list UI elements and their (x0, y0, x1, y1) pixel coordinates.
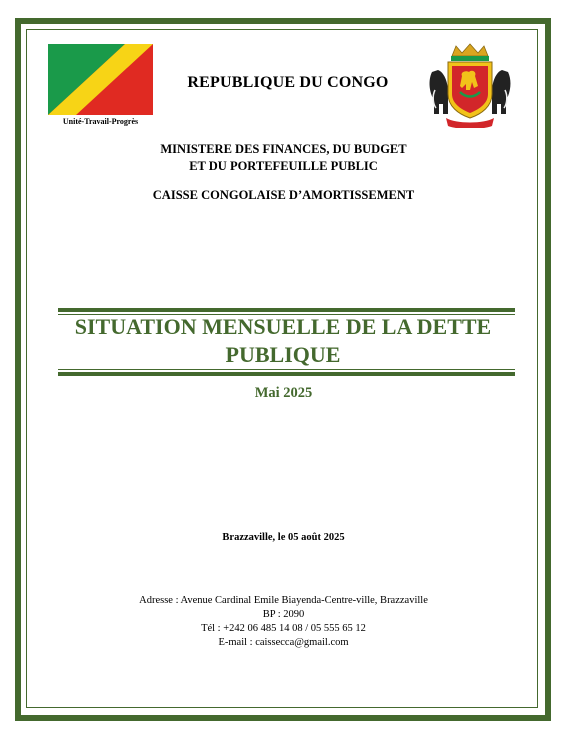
report-period: Mai 2025 (254, 385, 313, 401)
title-rule-bottom-thin (58, 369, 515, 370)
country-name: REPUBLIQUE DU CONGO (187, 74, 389, 91)
address-line: Adresse : Avenue Cardinal Emile Biayenda-Centre-ville, Brazzaville (139, 595, 428, 606)
agency-name: CAISSE CONGOLAISE D’AMORTISSEMENT (152, 188, 415, 202)
report-title (58, 313, 508, 369)
ministry-name (100, 141, 467, 175)
contact-block (80, 594, 487, 650)
report-title-line-2: PUBLIQUE (225, 342, 341, 367)
title-rule-bottom-thick (58, 372, 515, 376)
email-line: E-mail : caissecca@gmail.com (218, 637, 349, 648)
ministry-line-2: ET DU PORTEFEUILLE PUBLIC (189, 159, 378, 173)
congo-flag-icon (48, 44, 153, 115)
coat-of-arms-icon (426, 42, 514, 128)
ministry-line-1: MINISTERE DES FINANCES, DU BUDGET (160, 142, 407, 156)
phone-line: Tél : +242 06 485 14 08 / 05 555 65 12 (201, 623, 366, 634)
place-and-date: Brazzaville, le 05 août 2025 (222, 532, 345, 543)
report-title-line-1: SITUATION MENSUELLE DE LA DETTE (74, 314, 492, 339)
title-rule-top-thick (58, 308, 515, 312)
po-box-line: BP : 2090 (262, 609, 305, 620)
national-motto: Unité-Travail-Progrès (62, 117, 139, 126)
